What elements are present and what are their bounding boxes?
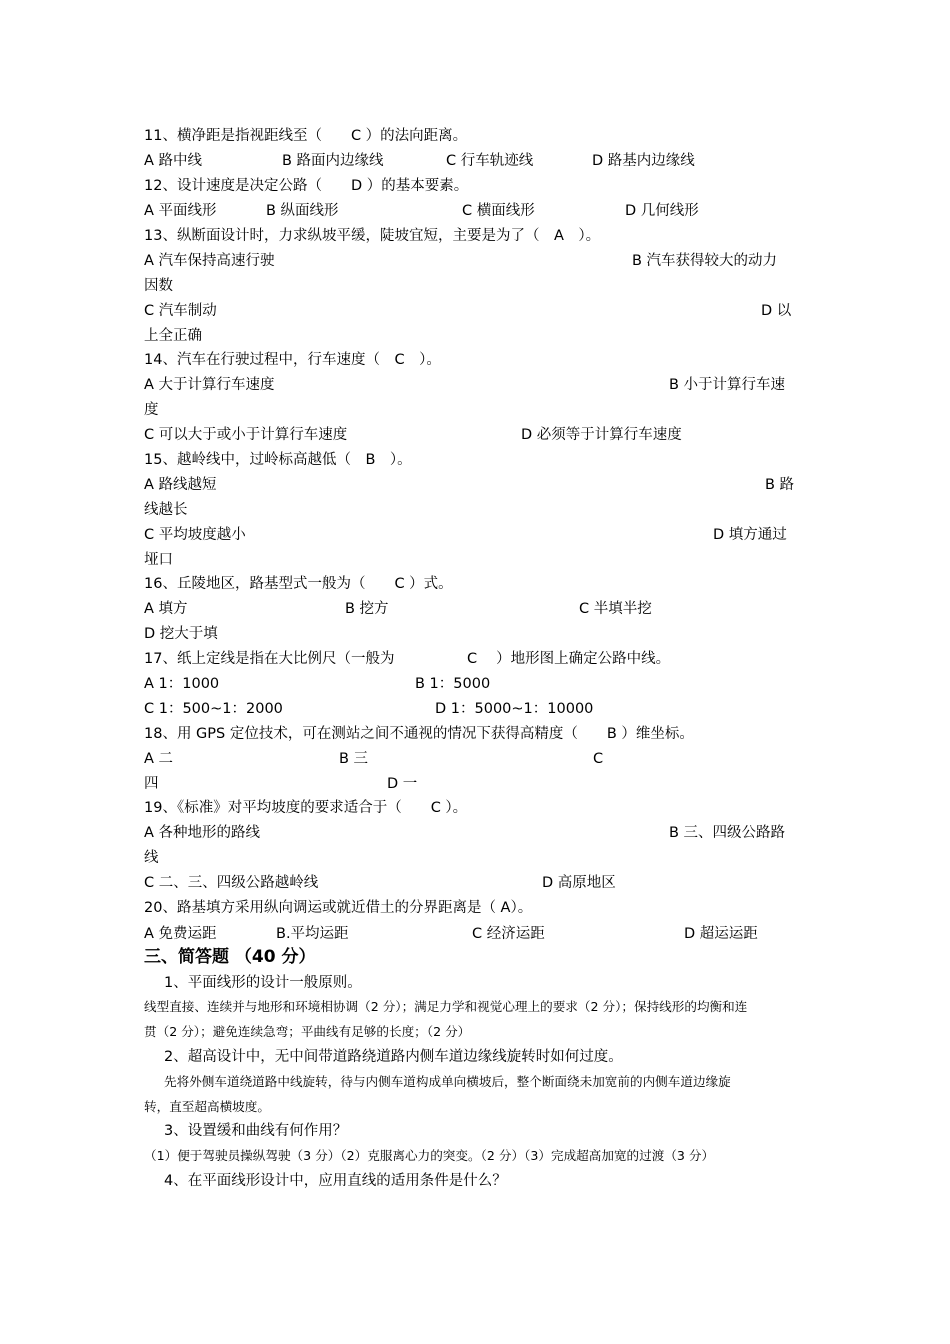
q11-option-d: D 路基内边缘线	[592, 153, 695, 169]
q15-option-d: D 填方通过	[713, 527, 787, 543]
question-14-stem: 14、汽车在行驶过程中，行车速度（ C ）。	[144, 352, 441, 368]
q11-option-a: A 路中线	[144, 153, 203, 169]
short-answer-3-answer-line-1: （1）便于驾驶员操纵驾驶（3 分）（2）克服离心力的突变。（2 分）（3）完成超高加宽的过渡（3 分）	[144, 1148, 715, 1163]
q19-option-d: D 高原地区	[542, 875, 616, 891]
q20-option-a: A 免费运距	[144, 926, 217, 942]
q12-option-d: D 几何线形	[625, 203, 699, 219]
short-answer-4-question: 4、在平面线形设计中，应用直线的适用条件是什么？	[164, 1173, 507, 1189]
q17-option-b: B 1：5000	[415, 676, 491, 692]
q15-option-b-wrap: 线越长	[144, 502, 188, 518]
q11-option-b: B 路面内边缘线	[282, 153, 384, 169]
q12-option-a: A 平面线形	[144, 203, 217, 219]
q17-option-d: D 1：5000~1：10000	[435, 701, 594, 717]
question-12-stem: 12、设计速度是决定公路（ D ）的基本要素。	[144, 178, 469, 194]
q13-option-d: D 以	[761, 303, 792, 319]
q20-option-d: D 超运运距	[684, 926, 758, 942]
section-3-heading: 三、简答题 （40 分）	[144, 947, 316, 967]
question-16-stem: 16、丘陵地区，路基型式一般为（ C ）式。	[144, 576, 453, 592]
q11-option-c: C 行车轨迹线	[446, 153, 534, 169]
q13-option-b: B 汽车获得较大的动力	[632, 253, 778, 269]
q14-option-b: B 小于计算行车速	[669, 377, 786, 393]
question-11-stem: 11、横净距是指视距线至（ C ）的法向距离。	[144, 128, 468, 144]
short-answer-2-question: 2、超高设计中，无中间带道路绕道路内侧车道边缘线旋转时如何过度。	[164, 1049, 623, 1065]
question-17-stem: 17、纸上定线是指在大比例尺（一般为 C ）地形图上确定公路中线。	[144, 651, 671, 667]
short-answer-2-answer-line-1: 先将外侧车道绕道路中线旋转，待与内侧车道构成单向横坡后，整个断面绕未加宽前的内侧车道边缘旋	[164, 1074, 731, 1089]
q13-option-d-wrap: 上全正确	[144, 328, 202, 344]
q19-option-c: C 二、三、四级公路越岭线	[144, 875, 319, 891]
q20-option-c: C 经济运距	[472, 926, 545, 942]
q18-option-b: B 三	[339, 751, 369, 767]
q15-option-c: C 平均坡度越小	[144, 527, 246, 543]
q17-option-a: A 1：1000	[144, 676, 220, 692]
q18-option-c: C	[593, 751, 604, 767]
q14-option-c: C 可以大于或小于计算行车速度	[144, 427, 348, 443]
q18-option-c-wrap: 四	[144, 776, 159, 792]
q15-option-a: A 路线越短	[144, 477, 217, 493]
q15-option-b: B 路	[765, 477, 795, 493]
q12-option-c: C 横面线形	[462, 203, 535, 219]
short-answer-1-answer-line-1: 线型直接、连续并与地形和环境相协调（2 分）；满足力学和视觉心理上的要求（2 分）；保持线形的均衡和连	[144, 999, 748, 1014]
q19-option-b: B 三、四级公路路	[669, 825, 786, 841]
q13-option-a: A 汽车保持高速行驶	[144, 253, 275, 269]
q16-option-b: B 挖方	[345, 601, 389, 617]
short-answer-3-question: 3、设置缓和曲线有何作用？	[164, 1123, 348, 1139]
short-answer-2-answer-line-2: 转，直至超高横坡度。	[144, 1099, 270, 1114]
q14-option-b-wrap: 度	[144, 402, 159, 418]
q12-option-b: B 纵面线形	[266, 203, 339, 219]
q15-option-d-wrap: 垭口	[144, 552, 173, 568]
q16-option-c: C 半填半挖	[579, 601, 652, 617]
q20-option-b: B.平均运距	[276, 926, 349, 942]
question-19-stem: 19、《标准》对平均坡度的要求适合于（ C ）。	[144, 800, 468, 816]
q18-option-d: D 一	[387, 776, 418, 792]
short-answer-1-question: 1、平面线形的设计一般原则。	[164, 975, 362, 991]
question-15-stem: 15、越岭线中，过岭标高越低（ B ）。	[144, 452, 412, 468]
q14-option-d: D 必须等于计算行车速度	[521, 427, 682, 443]
q19-option-b-wrap: 线	[144, 850, 159, 866]
q16-option-a: A 填方	[144, 601, 188, 617]
q13-option-b-wrap: 因数	[144, 278, 173, 294]
question-20-stem: 20、路基填方采用纵向调运或就近借土的分界距离是（ A）。	[144, 900, 533, 916]
q18-option-a: A 二	[144, 751, 174, 767]
question-18-stem: 18、用 GPS 定位技术，可在测站之间不通视的情况下获得高精度（ B ）维坐标。	[144, 726, 694, 742]
q16-option-d: D 挖大于填	[144, 626, 218, 642]
question-13-stem: 13、纵断面设计时，力求纵坡平缓，陡坡宜短，主要是为了（ A ）。	[144, 228, 601, 244]
q19-option-a: A 各种地形的路线	[144, 825, 261, 841]
q13-option-c: C 汽车制动	[144, 303, 217, 319]
q14-option-a: A 大于计算行车速度	[144, 377, 275, 393]
q17-option-c: C 1：500~1：2000	[144, 701, 283, 717]
short-answer-1-answer-line-2: 贯（2 分）；避免连续急弯；平曲线有足够的长度；（2 分）	[144, 1024, 471, 1039]
